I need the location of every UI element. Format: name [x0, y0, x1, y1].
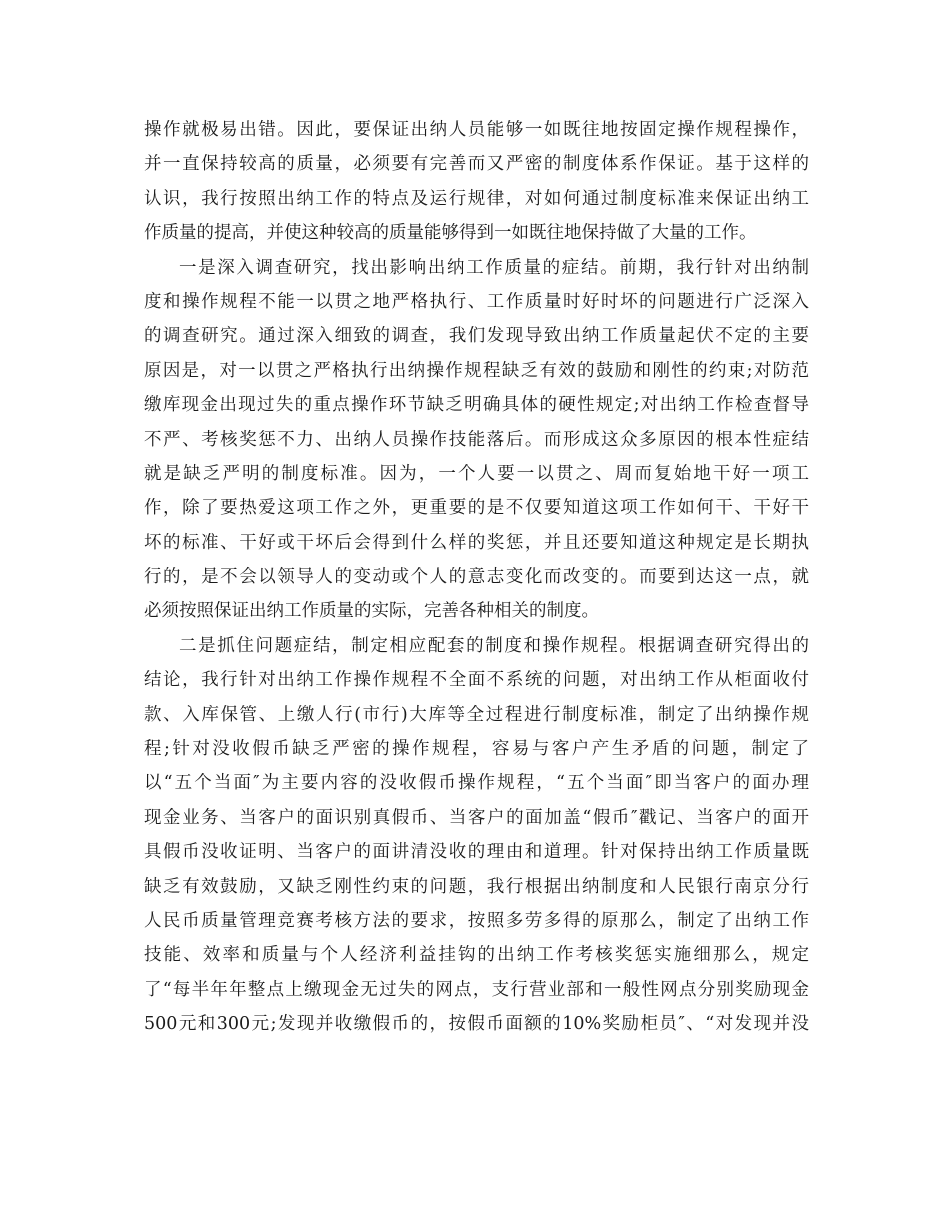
- paragraph-first-line: 二是抓住问题症结，制定相应配套的制度和操作规程。根据调查研究得出的: [179, 635, 809, 656]
- text-line: 缴库现金出现过失的重点操作环节缺乏明确具体的硬性规定;对出纳工作检查督导: [144, 395, 809, 416]
- text-line: 现金业务、当客户的面识别真假币、当客户的面加盖“假币″戳记、当客户的面开: [144, 807, 809, 828]
- text-line: 款、入库保管、上缴人行(市行)大库等全过程进行制度标准，制定了出纳操作规: [144, 704, 809, 725]
- text-line: 技能、效率和质量与个人经济利益挂钩的出纳工作考核奖惩实施细那么，规定: [144, 945, 809, 966]
- text-line: 作，除了要热爱这项工作之外，更重要的是不仅要知道这项工作如何干、干好干: [144, 498, 809, 519]
- text-line: 并一直保持较高的质量，必须要有完善而又严密的制度体系作保证。基于这样的: [144, 154, 809, 175]
- text-line: 了“每半年年整点上缴现金无过失的网点，支行营业部和一般性网点分别奖励现金: [144, 979, 809, 1000]
- text-line: 操作就极易出错。因此，要保证出纳人员能够一如既往地按固定操作规程操作，: [144, 120, 809, 140]
- text-line: 坏的标准、干好或干坏后会得到什么样的奖惩，并且还要知道这种规定是长期执: [144, 532, 809, 553]
- text-line: 认识，我行按照出纳工作的特点及运行规律，对如何通过制度标准来保证出纳工: [144, 188, 809, 209]
- document-body: [144, 113, 809, 1042]
- paragraph-first-line: 一是深入调查研究，找出影响出纳工作质量的症结。前期，我行针对出纳制: [179, 257, 809, 278]
- text-line: 就是缺乏严明的制度标准。因为，一个人要一以贯之、周而复始地干好一项工: [144, 463, 809, 484]
- text-line: 结论，我行针对出纳工作操作规程不全面不系统的问题，对出纳工作从柜面收付: [144, 670, 809, 691]
- text-line: 500元和300元;发现并收缴假币的，按假币面额的10%奖励柜员″、“对发现并没: [144, 1014, 809, 1035]
- text-line: 原因是，对一以贯之严格执行出纳操作规程缺乏有效的鼓励和刚性的约束;对防范: [144, 360, 809, 381]
- text-line: 缺乏有效鼓励，又缺乏刚性约束的问题，我行根据出纳制度和人民银行南京分行: [144, 876, 809, 897]
- text-line: 以“五个当面″为主要内容的没收假币操作规程，“五个当面″即当客户的面办理: [144, 773, 809, 794]
- text-line: 程;针对没收假币缺乏严密的操作规程，容易与客户产生矛盾的问题，制定了: [144, 739, 809, 760]
- text-line: 不严、考核奖惩不力、出纳人员操作技能落后。而形成这众多原因的根本性症结: [144, 429, 809, 450]
- text-line: 度和操作规程不能一以贯之地严格执行、工作质量时好时坏的问题进行广泛深入: [144, 291, 809, 312]
- text-line: 人民币质量管理竞赛考核方法的要求，按照多劳多得的原那么，制定了出纳工作: [144, 910, 809, 931]
- text-line: 行的，是不会以领导人的变动或个人的意志变化而改变的。而要到达这一点，就: [144, 567, 809, 588]
- text-line: 作质量的提高，并使这种较高的质量能够得到一如既往地保持做了大量的工作。: [144, 223, 757, 244]
- text-line: 必须按照保证出纳工作质量的实际，完善各种相关的制度。: [144, 601, 599, 622]
- text-line: 具假币没收证明、当客户的面讲清没收的理由和道理。针对保持出纳工作质量既: [144, 842, 809, 863]
- text-line: 的调查研究。通过深入细致的调查，我们发现导致出纳工作质量起伏不定的主要: [144, 326, 809, 347]
